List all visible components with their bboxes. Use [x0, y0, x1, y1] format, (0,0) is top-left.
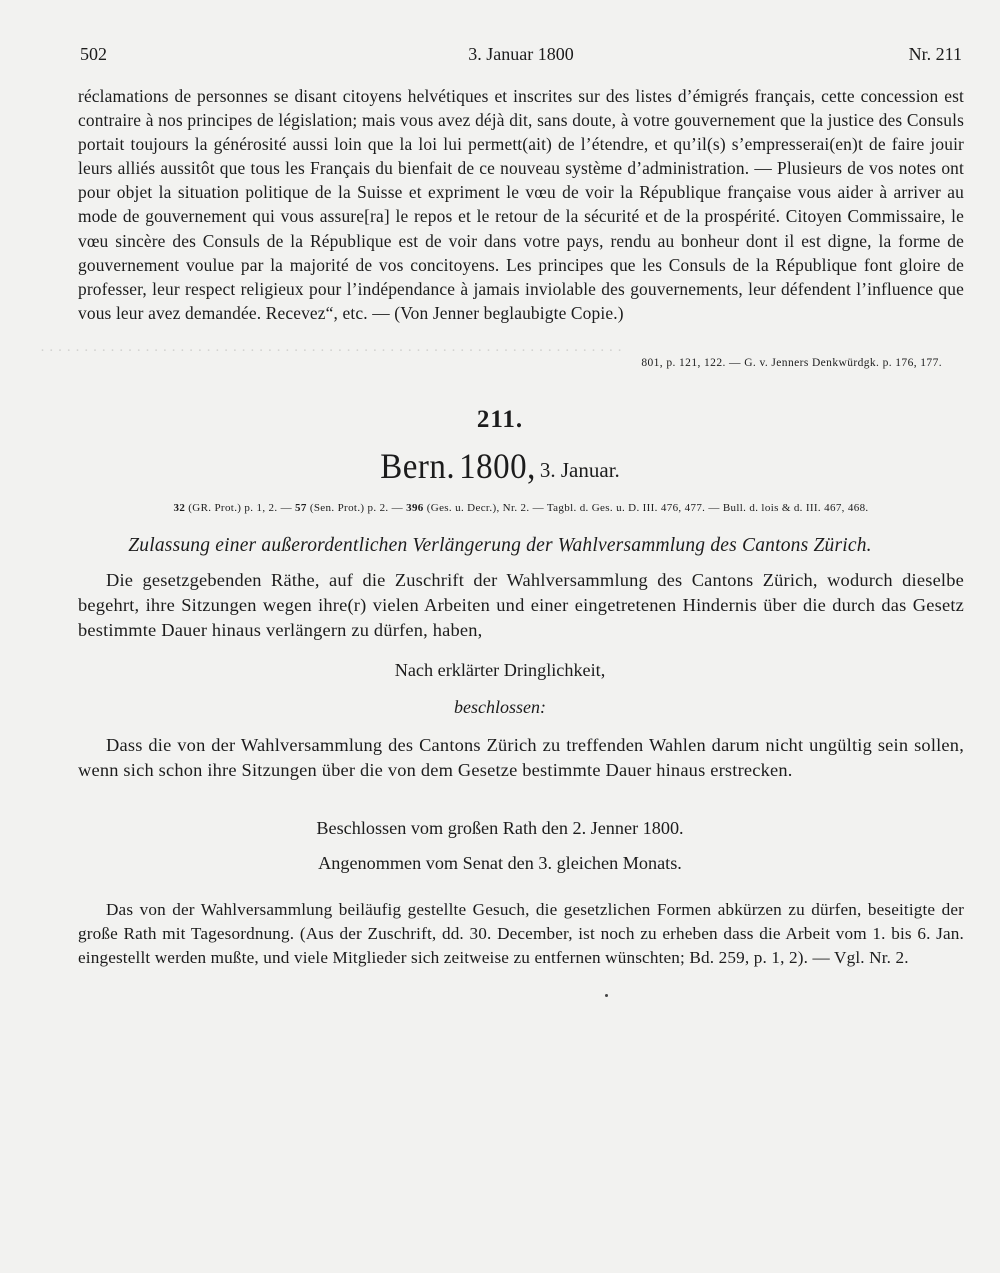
document-title: Zulassung einer außerordentlichen Verlängerung der Wahlversammlung des Cantons Zürich.	[128, 535, 872, 556]
continuation-block	[78, 84, 964, 325]
urgency-line: Nach erklärter Dringlichkeit,	[394, 660, 606, 680]
resolved-heading: beschlossen:	[454, 697, 546, 717]
passed-council-line: Beschlossen vom großen Rath den 2. Jenner 1800.	[316, 818, 684, 838]
source-note: 801, p. 121, 122. — G. v. Jenners Denkwürdgk. p. 176, 177.	[641, 357, 942, 369]
document-number: 211.	[476, 406, 524, 433]
year: 1800,	[459, 447, 536, 487]
passed-senate-line: Angenommen vom Senat den 3. gleichen Monats.	[318, 853, 682, 873]
running-date: 3. Januar 1800	[468, 44, 574, 64]
ref-2-text: (Sen. Prot.) p. 2. —	[306, 502, 407, 514]
note-block	[78, 898, 964, 970]
place-date-heading	[0, 449, 1000, 486]
ref-3-number: 396	[406, 502, 424, 514]
print-speck	[605, 994, 608, 997]
resolution-paragraph: Dass die von der Wahlversammlung des Cantons Zürich zu treffenden Wahlen darum nicht ungültig sein sollen, wenn sich schon ihre Sitzungen über die von dem Gesetze bestimmte Dauer hinaus erstrecken.	[78, 735, 964, 781]
intro-block	[78, 568, 964, 644]
show-through-texture: · · · · · · · · · · · · · · · · · · · · · · · · · · · · · · · · · · · · · · · · · · · · · · · · · · · · · · · · · · · · · · · · · · ·	[40, 343, 623, 359]
place: Bern.	[380, 447, 456, 487]
continuation-paragraph: réclamations de personnes se disant citoyens helvétiques et inscrites sur des listes d’émigrés français, cette concession est contraire à nos principes de législation; mais vous avez déjà dit, sans doute, à votre gouvernement que la justice des Consuls portait toujours la générosité aussi loin que la loi lui permett(ait) de l’étendre, et qu’il(s) s’empresserai(en)t de faire jouir leurs alliés aussitôt que tous les Français du bienfait de ce nouveau système d’administration. — Plusieurs de vos notes ont pour objet la situation politique de la Suisse et expriment le vœu de voir la République française vous aider à arriver au mode de gouvernement qui vous assure[ra] le repos et le retour de la sécurité et de la prospérité. Citoyen Commissaire, le vœu sincère des Consuls de la République est de voir dans votre pays, rendu au bonheur dont il est digne, la forme de gouvernement voulue par la majorité de vos concitoyens. Les principes que les Consuls de la République font gloire de professer, leur respect religieux pour l’indépendance à jamais inviolable des gouvernements, leur défendent l’influence que vous leur avez demandée. Recevez“, etc. — (Von Jenner beglaubigte Copie.)	[78, 86, 964, 323]
document-reference: Nr. 211	[908, 44, 962, 64]
resolution-block	[78, 733, 964, 783]
archival-references	[78, 500, 964, 516]
ref-1-text: (GR. Prot.) p. 1, 2. —	[185, 502, 296, 514]
date: 3. Januar.	[539, 458, 620, 482]
page-header	[80, 44, 962, 72]
ref-1-number: 32	[173, 502, 186, 514]
editorial-note: Das von der Wahlversammlung beiläufig gestellte Gesuch, die gesetzlichen Formen abkürzen zu dürfen, beseitigte der große Rath mit Tagesordnung. (Aus der Zuschrift, dd. 30. December, ist noch zu erheben dass die Arbeit vom 1. bis 6. Jan. eingestellt werden mußte, und viele Mitglieder sich zeitweise zu entfernen wünschten; Bd. 259, p. 1, 2). — Vgl. Nr. 2.	[78, 900, 964, 967]
ref-3-text: (Ges. u. Decr.), Nr. 2. — Tagbl. d. Ges. u. D. III. 476, 477. — Bull. d. lois & d. III. 467, 468.	[423, 502, 869, 514]
ref-2-number: 57	[295, 502, 307, 514]
intro-paragraph: Die gesetzgebenden Räthe, auf die Zuschrift der Wahlversammlung des Cantons Zürich, wodurch dieselbe begehrt, ihre Sitzungen wegen ihre(r) vielen Arbeiten und einer eingetretenen Hindernis über die durch das Gesetz bestimmte Dauer hinaus verlängern zu dürfen, haben,	[78, 570, 964, 641]
page-number: 502	[80, 44, 107, 64]
